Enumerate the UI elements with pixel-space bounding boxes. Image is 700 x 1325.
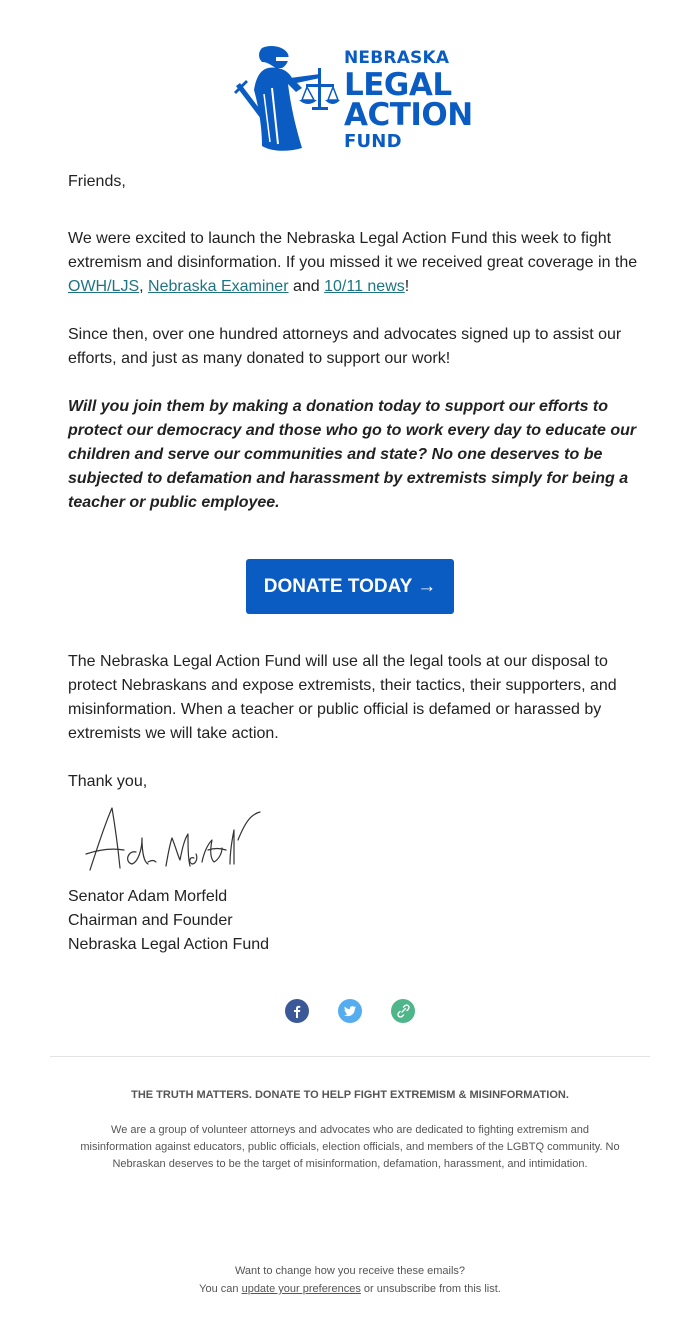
link-icon[interactable]: [391, 999, 415, 1023]
footer-heading: THE TRUTH MATTERS. DONATE TO HELP FIGHT EXTREMISM & MISINFORMATION.: [131, 1089, 569, 1101]
1011-news-link[interactable]: 10/11 news: [324, 278, 405, 295]
logo-line-nebraska: NEBRASKA: [344, 48, 450, 68]
logo-line-legal: LEGAL: [344, 67, 452, 103]
signer-name: Senator Adam Morfeld: [68, 888, 228, 905]
signer-org: Nebraska Legal Action Fund: [68, 936, 270, 953]
footer-preferences: Want to change how you receive these emails? You can update your preferences or unsubscribe from this list.: [50, 1262, 650, 1298]
intro-paragraph: We were excited to launch the Nebraska Legal Action Fund this week to fight extremism and disinformation. If you missed it we received great coverage in the OWH/LJS, Nebraska Examiner and 10/11 news!: [68, 230, 638, 295]
signer-title: Chairman and Founder: [68, 912, 233, 929]
greeting: Friends,: [68, 173, 126, 190]
logo-wordmark: [344, 50, 473, 151]
mission-paragraph: The Nebraska Legal Action Fund will use all the legal tools at our disposal to protect Nebraskans and expose extremists, their tactics, their supporters, and misinformation. When a teacher or public official is defamed or harassed by extremists we will take action.: [68, 653, 617, 742]
logo-line-action: ACTION: [344, 97, 473, 133]
support-paragraph: Since then, over one hundred attorneys and advocates signed up to assist our efforts, and just as many donated to support our work!: [68, 326, 622, 367]
brand-logo: [232, 44, 472, 156]
signature-block: [68, 885, 638, 957]
owh-ljs-link[interactable]: OWH/LJS: [68, 278, 140, 295]
twitter-icon[interactable]: [338, 999, 362, 1023]
donate-button[interactable]: DONATE TODAY →: [246, 559, 454, 614]
prefs-question: Want to change how you receive these emails?: [234, 1265, 466, 1277]
appeal-paragraph: Will you join them by making a donation today to support our efforts to protect our democracy and those who go to work every day to educate our children and serve our communities and state? No one deserves to be subjected to defamation and harassment by extremists simply for being a teacher or public employee.: [68, 398, 637, 511]
update-preferences-link[interactable]: update your preferences: [241, 1283, 361, 1295]
footer-about: We are a group of volunteer attorneys and advocates who are dedicated to fighting extremism and misinformation against educators, public officials, election officials, and members of the LGBTQ community. No Nebraskan deserves to be the target of misinformation, defamation, harassment, and intimidation.: [80, 1124, 620, 1170]
facebook-icon[interactable]: [285, 999, 309, 1023]
footer-divider: [50, 1056, 650, 1057]
signature-image: [84, 800, 264, 880]
logo-line-fund: FUND: [344, 131, 402, 152]
intro-text: We were excited to launch the Nebraska Legal Action Fund this week to fight extremism and disinformation. If you missed it we received great coverage in the: [68, 230, 638, 271]
nebraska-examiner-link[interactable]: Nebraska Examiner: [148, 278, 289, 295]
lady-justice-icon: [232, 44, 340, 156]
closing: Thank you,: [68, 773, 148, 790]
